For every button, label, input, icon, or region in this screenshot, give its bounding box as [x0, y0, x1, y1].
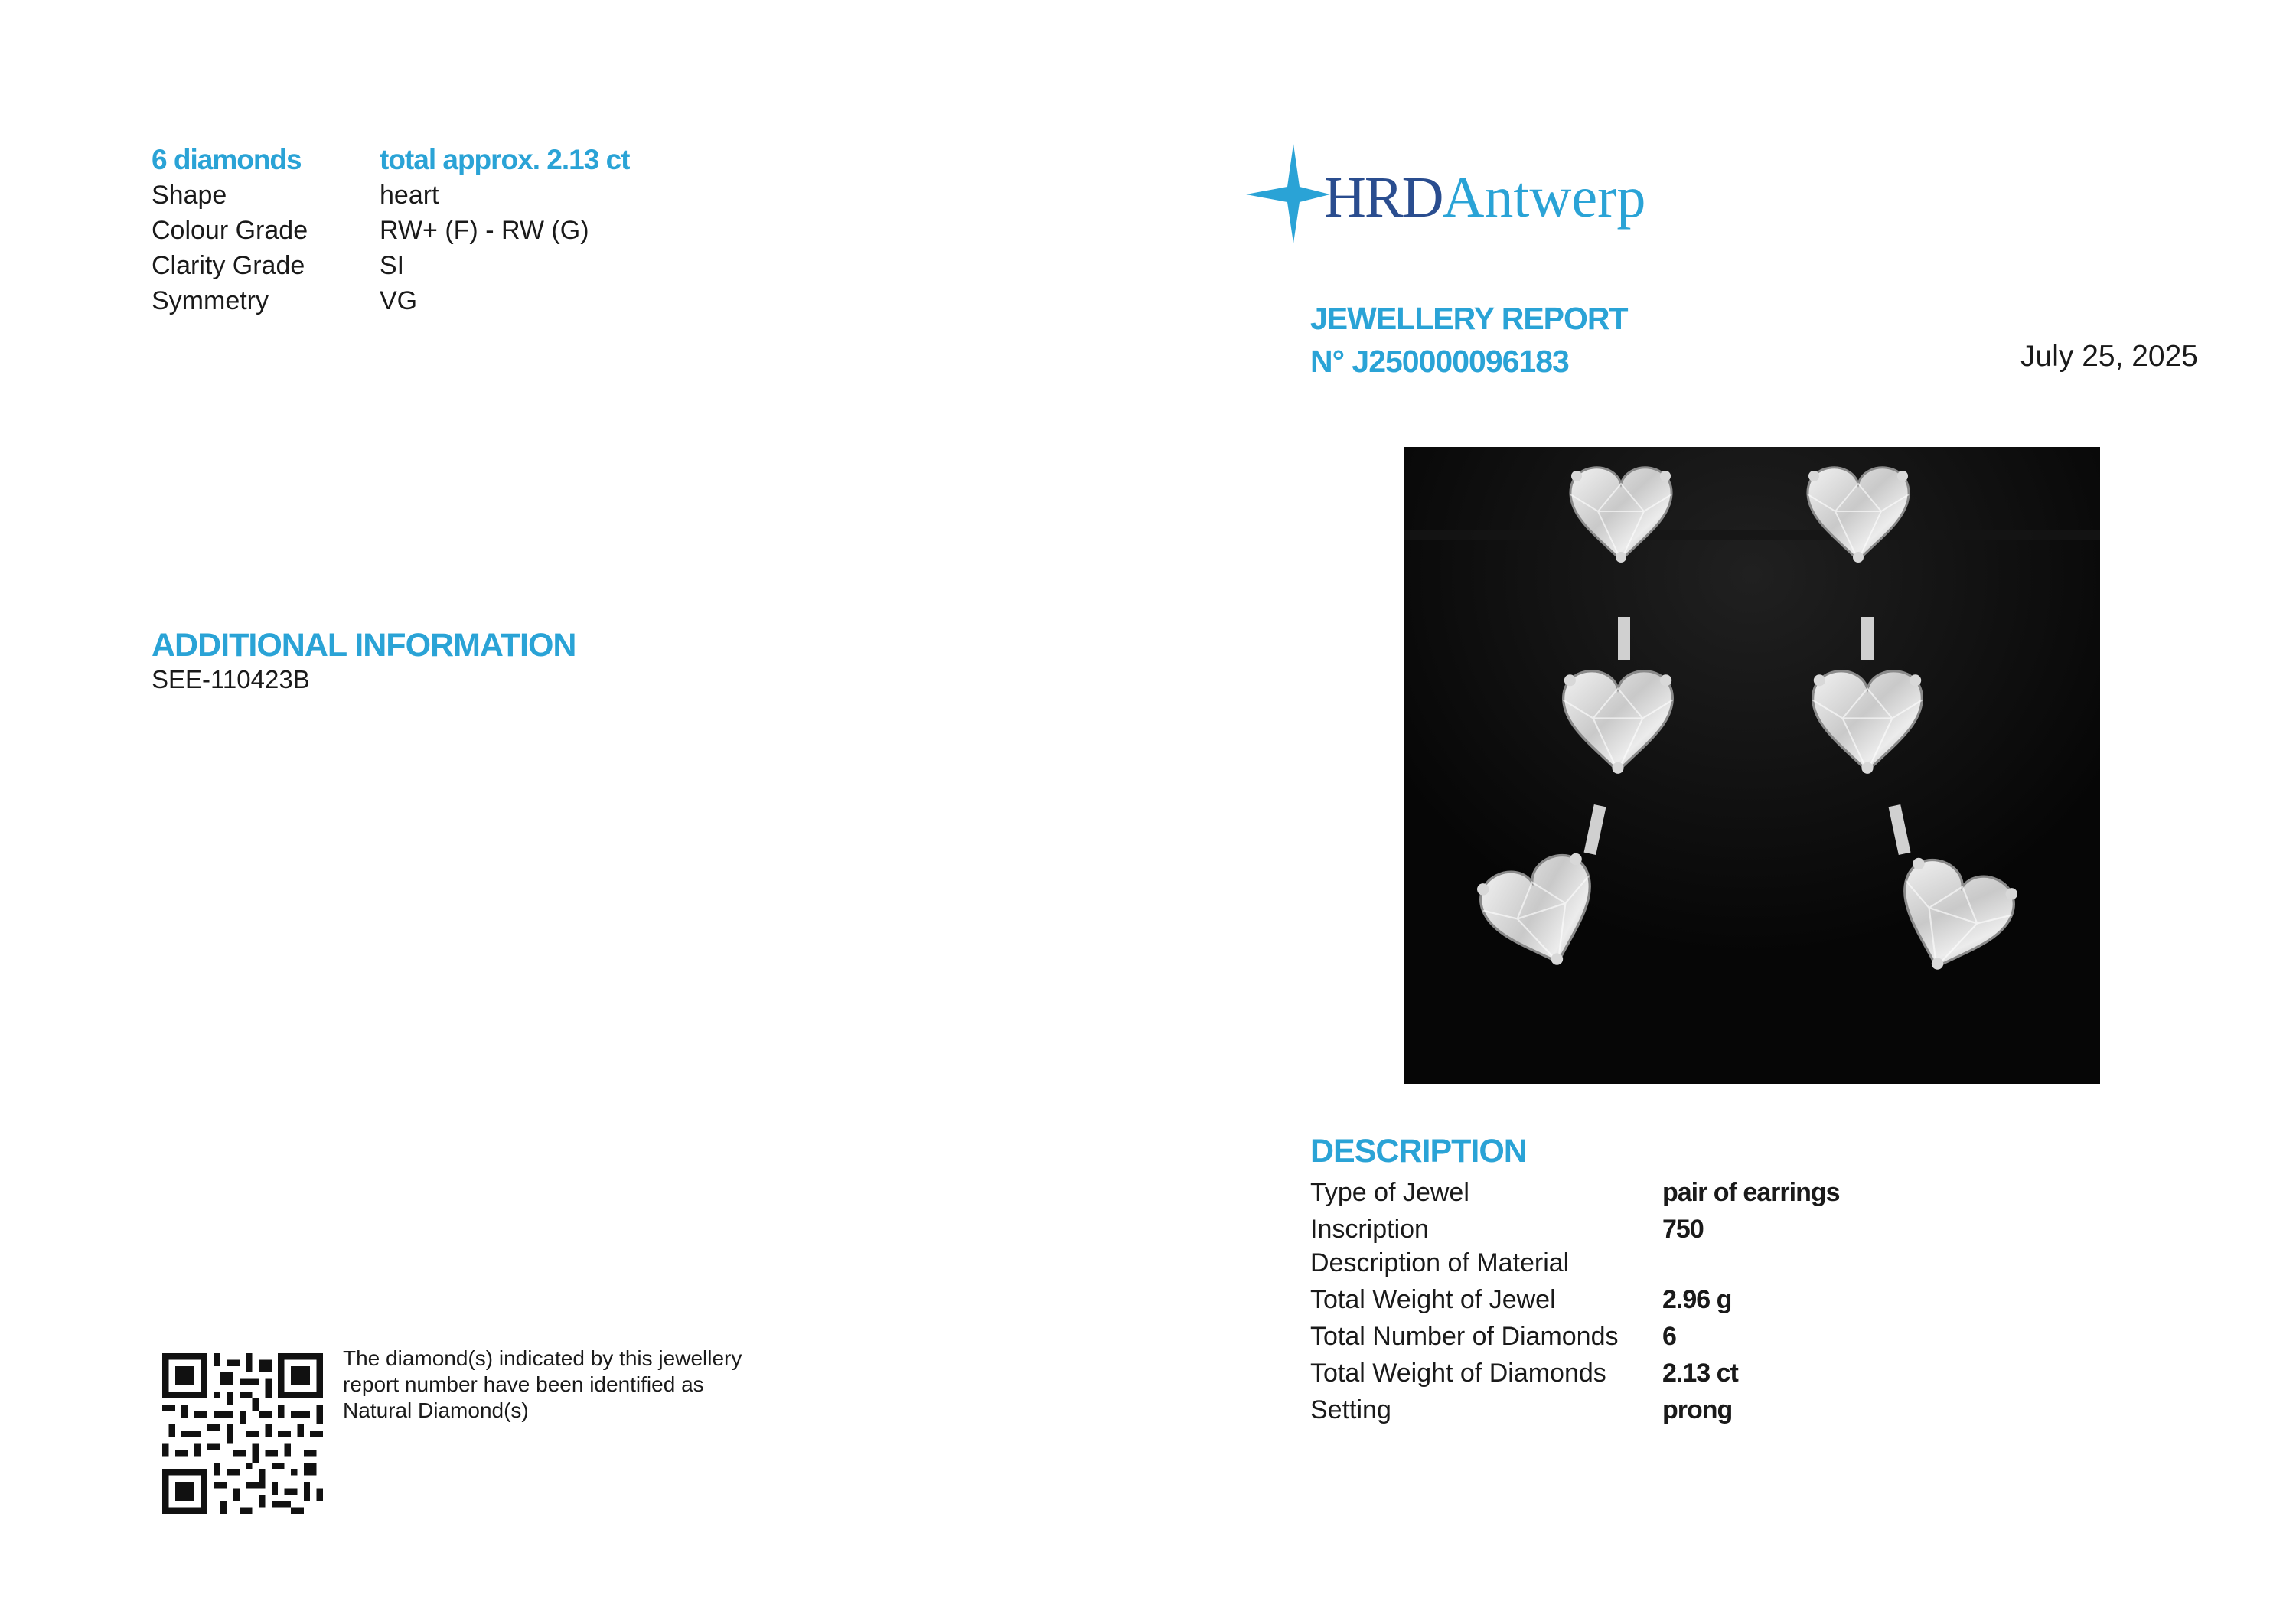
report-heading — [1310, 297, 1628, 383]
additional-information-title: ADDITIONAL INFORMATION — [152, 627, 576, 664]
natural-diamond-note-line: The diamond(s) indicated by this jewellery — [343, 1346, 742, 1370]
desc-row-number-of-diamonds — [1310, 1318, 2152, 1355]
logo-wordmark — [1324, 167, 1645, 228]
natural-diamond-note-line: Natural Diamond(s) — [343, 1398, 529, 1422]
additional-information — [152, 626, 576, 695]
desc-value: 750 — [1662, 1215, 1704, 1244]
desc-row-material — [1310, 1245, 2152, 1281]
report-number: N° J250000096183 — [1310, 344, 1569, 379]
spec-value: SI — [380, 251, 405, 280]
natural-diamond-note — [343, 1346, 802, 1424]
report-title: JEWELLERY REPORT — [1310, 301, 1628, 336]
desc-label: Setting — [1310, 1395, 1391, 1424]
spec-value: heart — [380, 181, 439, 210]
jewel-photo — [1404, 447, 2100, 1084]
diamond-total-weight: total approx. 2.13 ct — [380, 144, 630, 175]
desc-label: Total Weight of Jewel — [1310, 1285, 1556, 1314]
desc-label: Total Number of Diamonds — [1310, 1322, 1619, 1351]
description-title: DESCRIPTION — [1310, 1133, 1527, 1170]
report-date: July 25, 2025 — [2020, 340, 2199, 373]
desc-label: Total Weight of Diamonds — [1310, 1359, 1606, 1388]
desc-row-type-of-jewel — [1310, 1174, 2152, 1211]
spec-label: Shape — [152, 181, 227, 210]
desc-row-inscription — [1310, 1211, 2152, 1245]
spec-label: Symmetry — [152, 286, 269, 315]
desc-value: 2.96 g — [1662, 1285, 1732, 1314]
desc-value: pair of earrings — [1662, 1178, 1840, 1207]
logo-antwerp: Antwerp — [1442, 165, 1646, 230]
desc-value: 6 — [1662, 1322, 1676, 1351]
desc-label: Description of Material — [1310, 1248, 1570, 1277]
spec-value: VG — [380, 286, 418, 315]
desc-row-setting — [1310, 1392, 2152, 1428]
natural-diamond-note-line: report number have been identified as — [343, 1372, 704, 1396]
logo-hrd: HRD — [1324, 165, 1443, 230]
qr-code-icon[interactable] — [162, 1353, 323, 1514]
desc-row-total-weight-jewel — [1310, 1281, 2152, 1318]
desc-label: Inscription — [1310, 1215, 1429, 1244]
description-section — [1310, 1130, 2152, 1428]
desc-value: 2.13 ct — [1662, 1359, 1738, 1388]
spec-label: Clarity Grade — [152, 251, 305, 280]
desc-value: prong — [1662, 1395, 1733, 1424]
diamond-count: 6 diamonds — [152, 144, 302, 175]
desc-row-weight-of-diamonds — [1310, 1355, 2152, 1392]
spec-label: Colour Grade — [152, 216, 308, 245]
desc-label: Type of Jewel — [1310, 1178, 1469, 1207]
sparkle-star-icon — [1246, 144, 1330, 243]
additional-information-code: SEE-110423B — [152, 665, 310, 693]
hrd-antwerp-logo — [1246, 144, 1690, 243]
earrings-image — [1404, 447, 2100, 1084]
spec-value: RW+ (F) - RW (G) — [380, 216, 589, 245]
